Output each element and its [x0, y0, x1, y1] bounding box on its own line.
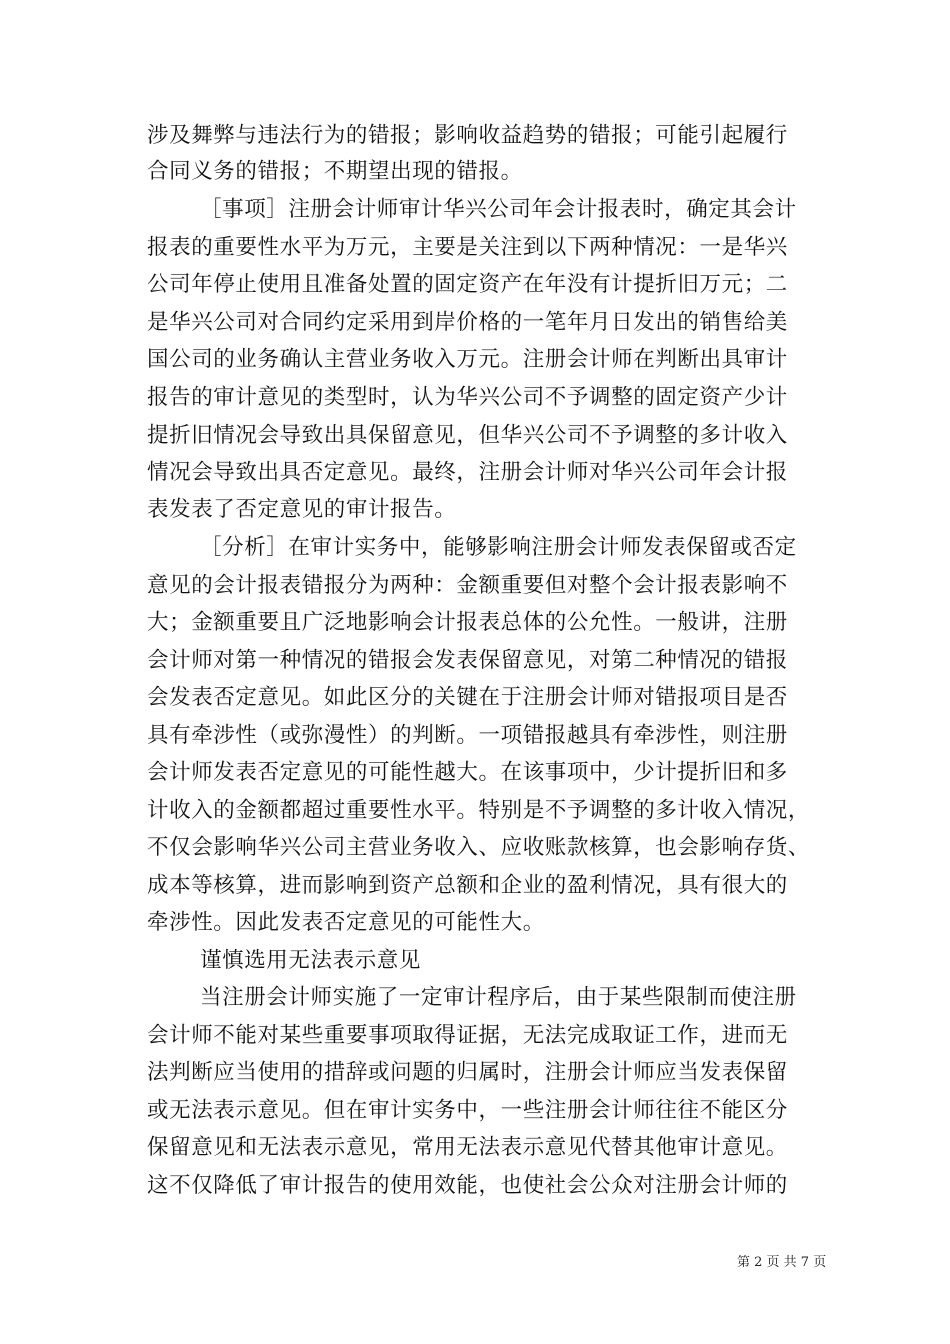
body-line-1: 涉及舞弊与违法行为的错报；影响收益趋势的错报；可能引起履行: [147, 123, 788, 148]
body-line-21: 成本等核算，进而影响到资产总额和企业的盈利情况，具有很大的: [147, 873, 788, 898]
body-line-4: 报表的重要性水平为万元，主要是关注到以下两种情况：一是华兴: [147, 235, 788, 260]
body-line-15: 会计师对第一种情况的错报会发表保留意见，对第二种情况的错报: [147, 648, 788, 673]
body-line-7: 国公司的业务确认主营业务收入万元。注册会计师在判断出具审计: [147, 347, 788, 372]
body-line-25: 会计师不能对某些重要事项取得证据，无法完成取证工作，进而无: [147, 1023, 788, 1048]
body-line-2: 合同义务的错报；不期望出现的错报。: [147, 159, 523, 184]
page-number-footer: 第 2 页 共 7 页: [737, 1255, 827, 1270]
body-line-18: 会计师发表否定意见的可能性越大。在该事项中，少计提折旧和多: [147, 760, 788, 785]
body-line-16: 会发表否定意见。如此区分的关键在于注册会计师对错报项目是否: [147, 685, 788, 710]
paragraph-analysis-start: ［分析］在审计实务中，能够影响注册会计师发表保留或否定: [200, 535, 797, 560]
body-line-10: 情况会导致出具否定意见。最终，注册会计师对华兴公司年会计报: [147, 460, 788, 485]
paragraph-caution-start: 当注册会计师实施了一定审计程序后，由于某些限制而使注册: [200, 985, 797, 1010]
body-line-17: 具有牵涉性（或弥漫性）的判断。一项错报越具有牵涉性，则注册: [147, 723, 788, 748]
body-line-6: 是华兴公司对合同约定采用到岸价格的一笔年月日发出的销售给美: [147, 310, 788, 335]
body-line-9: 提折旧情况会导致出具保留意见，但华兴公司不予调整的多计收入: [147, 423, 788, 448]
body-line-29: 这不仅降低了审计报告的使用效能，也使社会公众对注册会计师的: [147, 1173, 788, 1198]
section-heading: 谨慎选用无法表示意见: [200, 948, 422, 973]
body-line-22: 牵涉性。因此发表否定意见的可能性大。: [147, 910, 545, 935]
body-line-27: 或无法表示意见。但在审计实务中，一些注册会计师往往不能区分: [147, 1098, 788, 1123]
body-line-19: 计收入的金额都超过重要性水平。特别是不予调整的多计收入情况，: [147, 798, 811, 823]
body-line-14: 大；金额重要且广泛地影响会计报表总体的公允性。一般讲，注册: [147, 610, 788, 635]
body-line-11: 表发表了否定意见的审计报告。: [147, 497, 457, 522]
body-line-28: 保留意见和无法表示意见，常用无法表示意见代替其他审计意见。: [147, 1135, 788, 1160]
body-line-13: 意见的会计报表错报分为两种：金额重要但对整个会计报表影响不: [147, 573, 788, 598]
paragraph-matter-start: ［事项］注册会计师审计华兴公司年会计报表时，确定其会计: [200, 197, 797, 222]
body-line-26: 法判断应当使用的措辞或问题的归属时，注册会计师应当发表保留: [147, 1060, 788, 1085]
body-line-8: 报告的审计意见的类型时，认为华兴公司不予调整的固定资产少计: [147, 385, 788, 410]
body-line-5: 公司年停止使用且准备处置的固定资产在年没有计提折旧万元；二: [147, 272, 788, 297]
body-line-20: 不仅会影响华兴公司主营业务收入、应收账款核算，也会影响存货、: [147, 835, 811, 860]
